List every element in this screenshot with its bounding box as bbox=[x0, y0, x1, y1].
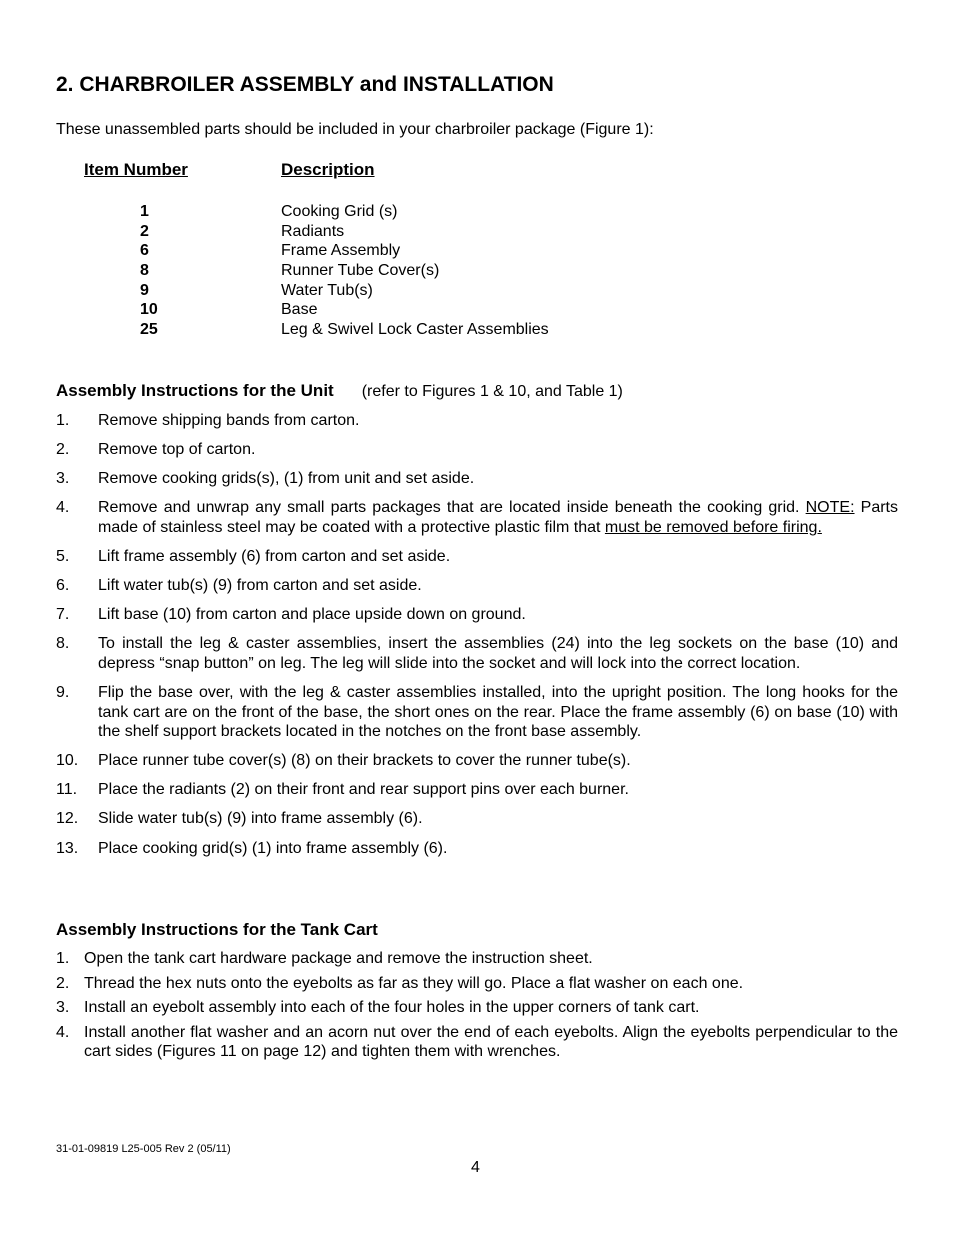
list-item bbox=[56, 411, 898, 431]
page-number: 4 bbox=[471, 1159, 480, 1176]
list-item bbox=[56, 780, 898, 800]
part-description: Radiants bbox=[281, 222, 345, 240]
part-row bbox=[0, 242, 954, 262]
step-number: 12. bbox=[56, 810, 79, 828]
step-number: 5. bbox=[56, 547, 70, 565]
step-text: Lift frame assembly (6) from carton and set aside. bbox=[98, 547, 451, 565]
parts-list bbox=[0, 203, 954, 341]
step-text: Flip the base over, with the leg & caster assemblies installed, into the upright position. The long hooks for the tank cart are on the front of the base, the short ones on the rear. Place the frame assembly (6) on base (10) with the shelf support brackets located in the notches on the front base assembly. bbox=[98, 683, 898, 741]
step-text: Place cooking grid(s) (1) into frame assembly (6). bbox=[98, 839, 448, 857]
part-description: Runner Tube Cover(s) bbox=[281, 262, 440, 280]
step-text: Remove top of carton. bbox=[98, 441, 256, 459]
step-number: 7. bbox=[56, 606, 70, 624]
unit-instructions-heading bbox=[56, 381, 623, 401]
intro-text: These unassembled parts should be included in your charbroiler package (Figure 1): bbox=[56, 121, 654, 138]
list-item bbox=[56, 576, 898, 596]
part-number: 25 bbox=[140, 321, 158, 339]
tank-cart-instructions-heading: Assembly Instructions for the Tank Cart bbox=[56, 920, 378, 939]
part-number: 8 bbox=[140, 262, 149, 280]
step-text: Slide water tub(s) (9) into frame assembly (6). bbox=[98, 810, 423, 828]
list-item bbox=[56, 809, 898, 829]
section-title: 2. CHARBROILER ASSEMBLY and INSTALLATION bbox=[56, 73, 554, 96]
cart-steps-list bbox=[56, 949, 898, 1067]
part-row bbox=[0, 321, 954, 341]
list-item bbox=[56, 1023, 898, 1062]
part-number: 9 bbox=[140, 281, 149, 299]
list-item bbox=[56, 605, 898, 625]
list-item bbox=[56, 634, 898, 673]
list-item bbox=[56, 469, 898, 489]
list-item bbox=[56, 998, 898, 1018]
part-number: 10 bbox=[140, 301, 158, 319]
step-text: Place runner tube cover(s) (8) on their brackets to cover the runner tube(s). bbox=[98, 752, 631, 770]
part-description: Frame Assembly bbox=[281, 242, 401, 260]
step-number: 1. bbox=[56, 412, 70, 429]
unit-steps-list bbox=[56, 411, 898, 868]
part-number: 6 bbox=[140, 242, 149, 260]
document-code: 31-01-09819 L25-005 Rev 2 (05/11) bbox=[56, 1143, 231, 1155]
part-number: 1 bbox=[140, 203, 149, 220]
part-description: Leg & Swivel Lock Caster Assemblies bbox=[281, 321, 549, 339]
part-row bbox=[0, 262, 954, 282]
step-number: 4. bbox=[56, 499, 70, 517]
step-number: 2. bbox=[56, 441, 70, 459]
list-item bbox=[56, 751, 898, 771]
step-number: 4. bbox=[56, 1023, 70, 1041]
underlined-warning: must be removed before firing. bbox=[604, 518, 822, 536]
step-number: 9. bbox=[56, 683, 70, 701]
part-row bbox=[0, 223, 954, 243]
step-number: 2. bbox=[56, 974, 70, 992]
step-text-part: Parts made of stainless steel may be coated with a protective plastic film that bbox=[98, 499, 898, 536]
part-row bbox=[0, 301, 954, 321]
part-number: 2 bbox=[140, 222, 149, 240]
step-number: 13. bbox=[56, 839, 79, 857]
step-text: Thread the hex nuts onto the eyebolts as far as they will go. Place a flat washer on each one. bbox=[84, 974, 744, 992]
step-text: Install another flat washer and an acorn nut over the end of each eyebolts. Align the eyebolts perpendicular to the cart sides (Figures 11 on page 12) and tighten them with wrenches. bbox=[84, 1023, 898, 1061]
part-row bbox=[0, 282, 954, 302]
list-item bbox=[56, 440, 898, 460]
step-text: Remove shipping bands from carton. bbox=[98, 412, 360, 429]
step-number: 10. bbox=[56, 752, 79, 770]
part-description: Water Tub(s) bbox=[281, 281, 373, 299]
list-item bbox=[56, 949, 898, 969]
step-number: 3. bbox=[56, 470, 70, 488]
step-text: Install an eyebolt assembly into each of the four holes in the upper corners of tank cart. bbox=[84, 999, 700, 1017]
step-text: Open the tank cart hardware package and remove the instruction sheet. bbox=[84, 950, 593, 967]
part-description: Cooking Grid (s) bbox=[281, 203, 398, 220]
part-row bbox=[0, 203, 954, 223]
list-item bbox=[56, 547, 898, 567]
item-number-header: Item Number bbox=[84, 160, 188, 179]
list-item bbox=[56, 683, 898, 742]
note-label: NOTE: bbox=[805, 499, 855, 517]
list-item bbox=[56, 498, 898, 537]
step-text: Remove cooking grids(s), (1) from unit and set aside. bbox=[98, 470, 475, 488]
step-text bbox=[98, 498, 898, 537]
step-number: 11. bbox=[56, 781, 78, 799]
step-text: Place the radiants (2) on their front and rear support pins over each burner. bbox=[98, 781, 629, 799]
step-text-part: Remove and unwrap any small parts packages that are located inside beneath the cooking grid. bbox=[98, 499, 806, 517]
list-item bbox=[56, 839, 898, 859]
part-description: Base bbox=[281, 301, 318, 319]
unit-heading-ref: (refer to Figures 1 & 10, and Table 1) bbox=[361, 383, 623, 400]
description-header: Description bbox=[281, 160, 375, 179]
step-text: To install the leg & caster assemblies, insert the assemblies (24) into the leg sockets on the base (10) and depress “snap button” on leg. The leg will slide into the socket and will lock into the correct location. bbox=[98, 635, 898, 672]
step-number: 6. bbox=[56, 577, 70, 595]
step-number: 8. bbox=[56, 635, 70, 653]
step-text: Lift base (10) from carton and place upside down on ground. bbox=[98, 606, 526, 624]
unit-heading-text: Assembly Instructions for the Unit bbox=[56, 381, 334, 400]
step-number: 1. bbox=[56, 950, 70, 967]
step-number: 3. bbox=[56, 999, 70, 1017]
list-item bbox=[56, 974, 898, 994]
step-text: Lift water tub(s) (9) from carton and set aside. bbox=[98, 577, 422, 595]
